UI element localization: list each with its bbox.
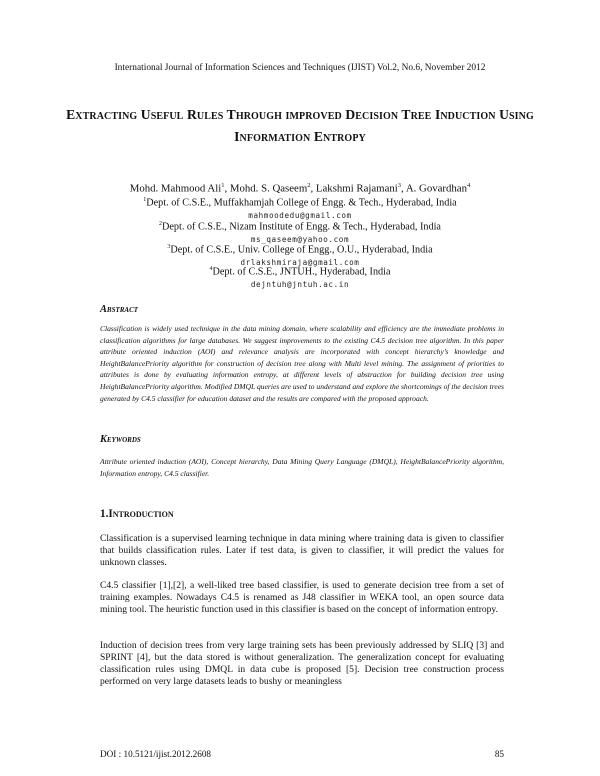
section-title: Introduction: [108, 508, 174, 520]
affiliation-mark: 3: [167, 244, 171, 250]
author-email: dejntuh@jntuh.ac.in: [250, 280, 350, 289]
affiliation-mark: 4: [209, 266, 213, 272]
author-affiliation-mark: 1: [221, 182, 225, 189]
author-affiliation-mark: 4: [467, 182, 471, 189]
affiliation-1: [0, 197, 600, 208]
affiliation-text: Dept. of C.S.E., JNTUH., Hyderabad, India: [212, 266, 391, 278]
page-number: 85: [494, 749, 504, 759]
author-name: Mohd. Mahmood Ali: [129, 182, 222, 195]
intro-paragraph-2: C4.5 classifier [1],[2], a well-liked tree based classifier, is used to generate decision tree from a set of training examples. Nowadays C4.5 is renamed as J48 classifier in WEKA tool, an open source data mining tool. The heuristic function used in this classifier is based on the concept of information entropy.: [100, 580, 504, 616]
author-name: Mohd. S. Qaseem: [229, 182, 308, 195]
author-affiliation-mark: 2: [307, 182, 311, 189]
affiliation-mark: 2: [159, 221, 163, 227]
paper-title: Extracting Useful Rules Through improved Decision Tree Induction Using Information Entropy: [66, 107, 534, 144]
section-number: 1.: [100, 508, 109, 520]
affiliation-2: [0, 221, 600, 232]
author-email: ms_qaseem@yahoo.com: [250, 235, 350, 244]
affiliation-mark: 1: [143, 197, 147, 203]
author-email: mahmoodedu@gmail.com: [248, 211, 352, 220]
keywords-heading: Keywords: [100, 434, 141, 445]
affiliation-text: Dept. of C.S.E., Muffakhamjah College of Engg. & Tech., Hyderabad, India: [146, 197, 457, 209]
affiliation-3: [0, 244, 600, 255]
section-heading-introduction: [100, 508, 174, 520]
intro-paragraph-3: Induction of decision trees from very large training sets has been previously addressed by SLIQ [3] and SPRINT [4], but the data stored is without generalization. The generalization concept for evaluating classification rules using DMQL in data cube is proposed [5]. Decision tree construction process performed on very large datasets leads to bushy or meaningless: [100, 640, 504, 688]
affiliation-4: [0, 266, 600, 277]
author-name: A. Govardhan: [405, 182, 467, 195]
abstract-body: Classification is widely used technique in the data mining domain, where scalability and efficiency are the immediate problems in classification algorithms for large databases. We suggest improvements to the existing C4.5 decision tree algorithm. In this paper attribute oriented induction (AOI) and relevance analysis are incorporated with concept hierarchy’s knowledge and HeightBalancePriority algorithm for construction of decision tree along with Multi level mining. The assignment of priorities to attributes is done by evaluating information entropy, at different levels of abstraction for building decision tree using HeightBalancePriority algorithm. Modified DMQL queries are used to understand and explore the shortcomings of the decision trees generated by C4.5 classifier for education dataset and the results are compared with the proposed approach.: [100, 324, 504, 403]
abstract-heading: Abstract: [100, 304, 139, 315]
running-head: International Journal of Information Sciences and Techniques (IJIST) Vol.2, No.6, November 2012: [114, 63, 486, 73]
intro-paragraph-1: Classification is a supervised learning technique in data mining where training data is given to classifier that builds classification rules. Later if test data, is given to classifier, it will predict the values for unknown classes.: [100, 533, 504, 569]
doi-footer: DOI : 10.5121/ijist.2012.2608: [100, 749, 212, 759]
keywords-body: Attribute oriented induction (AOI), Concept hierarchy, Data Mining Query Language (DMQL), HeightBalancePriority algorithm, Information entropy, C4.5 classifier.: [100, 457, 504, 478]
author-affiliation-mark: 3: [397, 182, 402, 189]
author-name: Lakshmi Rajamani: [315, 182, 398, 195]
affiliation-text: Dept. of C.S.E., Univ. College of Engg., O.U., Hyderabad, India: [170, 244, 433, 256]
affiliation-text: Dept. of C.S.E., Nizam Institute of Engg. & Tech., Hyderabad, India: [162, 221, 441, 233]
author-email: drlakshmiraja@gmail.com: [240, 258, 360, 267]
author-list: Mohd. Mahmood Ali$^1$, Mohd. S. Qaseem$^2$, Lakshmi Rajamani$^3$, A. Govardhan$^4$: [129, 182, 471, 195]
